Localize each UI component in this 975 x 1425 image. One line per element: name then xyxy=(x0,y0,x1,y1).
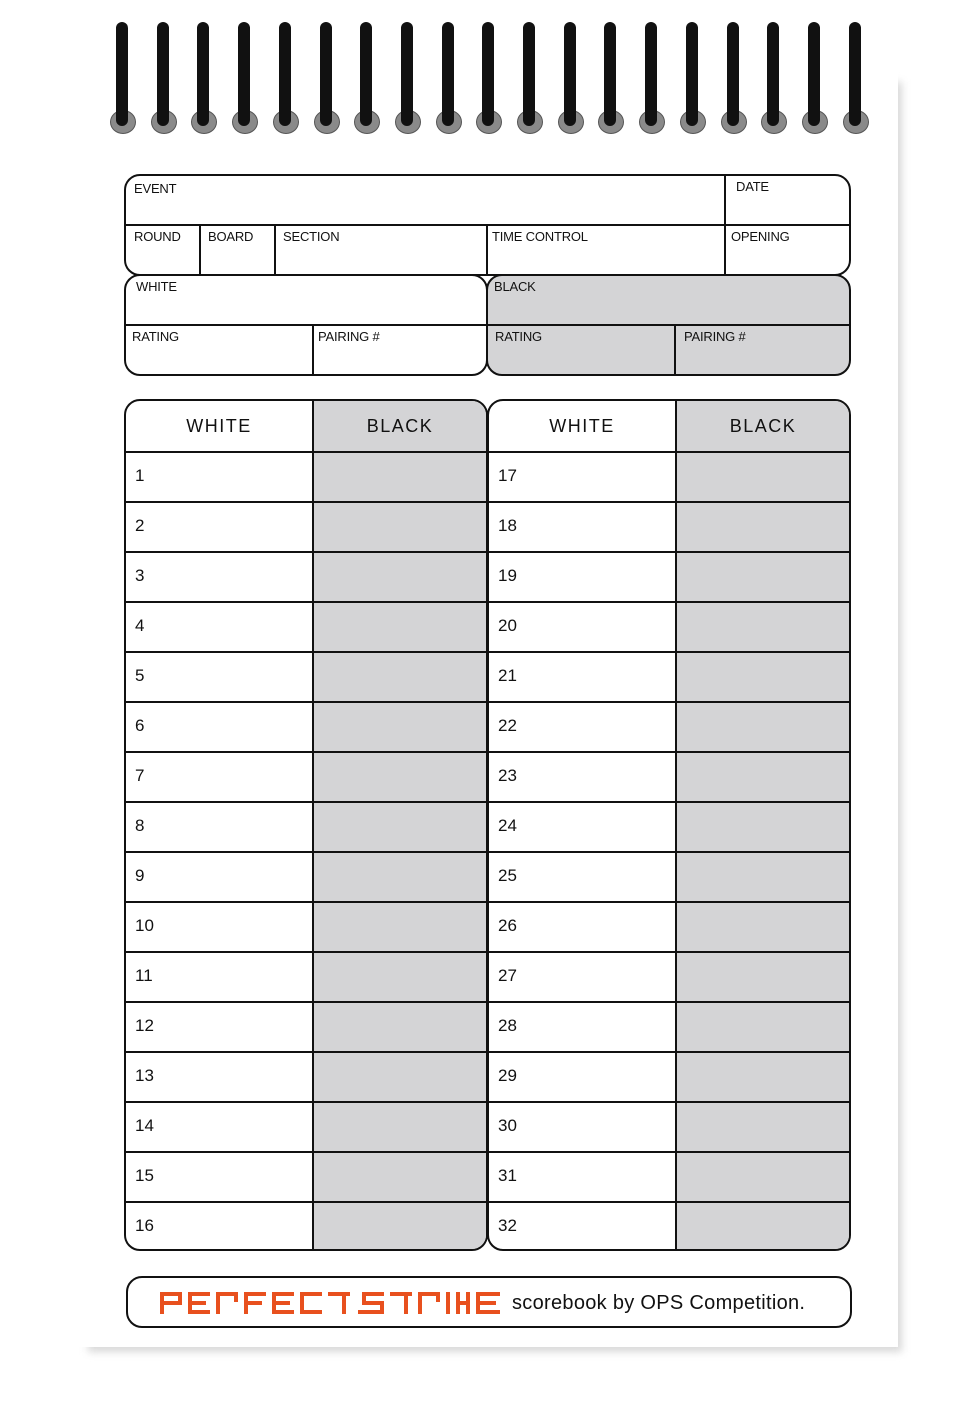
move-number: 16 xyxy=(135,1216,154,1235)
move-number: 26 xyxy=(498,916,517,935)
move-number: 29 xyxy=(498,1066,517,1085)
move-number: 7 xyxy=(135,766,145,785)
white-rating-field[interactable]: RATING xyxy=(132,329,179,344)
perfect-strike-logo xyxy=(160,1292,502,1314)
move-number: 13 xyxy=(135,1066,154,1085)
white-column-header: WHITE xyxy=(549,415,615,436)
move-row[interactable] xyxy=(489,1051,849,1101)
section-field[interactable]: SECTION xyxy=(283,229,340,244)
move-number: 18 xyxy=(498,516,517,535)
spiral-ring xyxy=(395,22,421,132)
move-row[interactable] xyxy=(489,551,849,601)
move-row[interactable] xyxy=(489,451,849,501)
move-row[interactable] xyxy=(489,1151,849,1201)
game-info-form xyxy=(124,174,851,376)
white-pairing-field[interactable]: PAIRING # xyxy=(318,329,380,344)
spiral-binding xyxy=(0,0,975,140)
move-number: 20 xyxy=(498,616,517,635)
move-number: 27 xyxy=(498,966,517,985)
move-row[interactable] xyxy=(126,1051,486,1101)
move-number: 22 xyxy=(498,716,517,735)
spiral-ring xyxy=(151,22,177,132)
spiral-ring xyxy=(761,22,787,132)
spiral-ring xyxy=(476,22,502,132)
move-row[interactable] xyxy=(126,651,486,701)
opening-field[interactable]: OPENING xyxy=(731,229,790,244)
move-row[interactable] xyxy=(489,751,849,801)
move-number: 30 xyxy=(498,1116,517,1135)
move-number: 11 xyxy=(135,966,153,985)
spiral-ring xyxy=(232,22,258,132)
move-row[interactable] xyxy=(126,951,486,1001)
move-row[interactable] xyxy=(126,701,486,751)
board-field[interactable]: BOARD xyxy=(208,229,254,244)
white-player-field[interactable]: WHITE xyxy=(136,279,177,294)
move-row[interactable] xyxy=(126,451,486,501)
move-row[interactable] xyxy=(126,751,486,801)
footer-banner xyxy=(126,1276,852,1328)
move-number: 3 xyxy=(135,566,145,585)
move-row[interactable] xyxy=(126,551,486,601)
black-column-header: BLACK xyxy=(729,415,797,436)
event-field[interactable]: EVENT xyxy=(134,181,177,196)
move-number: 23 xyxy=(498,766,517,785)
move-number: 12 xyxy=(135,1016,154,1035)
move-row[interactable] xyxy=(126,1001,486,1051)
spiral-ring xyxy=(436,22,462,132)
round-field[interactable]: ROUND xyxy=(134,229,181,244)
move-row[interactable] xyxy=(126,901,486,951)
spiral-ring xyxy=(191,22,217,132)
move-row[interactable] xyxy=(489,951,849,1001)
move-row[interactable] xyxy=(126,1101,486,1151)
move-row[interactable] xyxy=(489,501,849,551)
spiral-ring xyxy=(110,22,136,132)
white-column-header: WHITE xyxy=(186,415,252,436)
move-number: 10 xyxy=(135,916,154,935)
spiral-ring xyxy=(802,22,828,132)
move-row[interactable] xyxy=(126,851,486,901)
move-number: 4 xyxy=(135,616,145,635)
move-row[interactable] xyxy=(126,1151,486,1201)
move-number: 1 xyxy=(135,466,145,485)
moves-table-right xyxy=(487,399,851,1251)
move-number: 6 xyxy=(135,716,145,735)
move-row[interactable] xyxy=(489,1001,849,1051)
move-number: 25 xyxy=(498,866,517,885)
move-number: 32 xyxy=(498,1216,517,1235)
spiral-ring xyxy=(721,22,747,132)
date-field[interactable]: DATE xyxy=(736,179,769,194)
move-number: 17 xyxy=(498,466,517,485)
move-row[interactable] xyxy=(489,1201,849,1251)
spiral-ring xyxy=(354,22,380,132)
time-control-field[interactable]: TIME CONTROL xyxy=(492,229,588,244)
move-number: 14 xyxy=(135,1116,154,1135)
move-row[interactable] xyxy=(126,501,486,551)
footer-tagline: scorebook by OPS Competition. xyxy=(512,1292,806,1314)
spiral-ring xyxy=(843,22,869,132)
spiral-ring xyxy=(598,22,624,132)
move-row[interactable] xyxy=(489,651,849,701)
move-number: 9 xyxy=(135,866,145,885)
black-player-field[interactable]: BLACK xyxy=(494,279,536,294)
black-rating-field[interactable]: RATING xyxy=(495,329,542,344)
spiral-ring xyxy=(558,22,584,132)
move-number: 8 xyxy=(135,816,145,835)
move-number: 2 xyxy=(135,516,145,535)
move-number: 19 xyxy=(498,566,517,585)
spiral-ring xyxy=(639,22,665,132)
spiral-ring xyxy=(680,22,706,132)
spiral-ring xyxy=(273,22,299,132)
move-number: 21 xyxy=(498,666,517,685)
move-row[interactable] xyxy=(489,801,849,851)
move-row[interactable] xyxy=(489,851,849,901)
move-row[interactable] xyxy=(126,801,486,851)
move-row[interactable] xyxy=(489,901,849,951)
move-number: 15 xyxy=(135,1166,154,1185)
move-number: 31 xyxy=(498,1166,517,1185)
moves-table-left xyxy=(124,399,488,1251)
black-pairing-field[interactable]: PAIRING # xyxy=(684,329,746,344)
spiral-ring xyxy=(517,22,543,132)
move-number: 28 xyxy=(498,1016,517,1035)
black-column-header: BLACK xyxy=(366,415,434,436)
move-row[interactable] xyxy=(489,701,849,751)
move-number: 5 xyxy=(135,666,145,685)
spiral-ring xyxy=(314,22,340,132)
move-row[interactable] xyxy=(126,1201,486,1251)
move-row[interactable] xyxy=(126,601,486,651)
move-row[interactable] xyxy=(489,1101,849,1151)
move-number: 24 xyxy=(498,816,517,835)
move-row[interactable] xyxy=(489,601,849,651)
